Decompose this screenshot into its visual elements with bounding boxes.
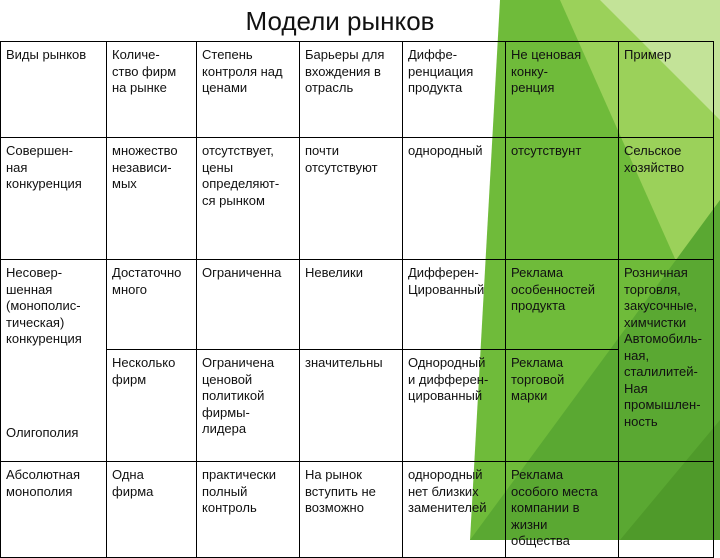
header-cell: Не ценовая конку- ренция	[506, 42, 619, 138]
header-cell: Диффе- ренциация продукта	[403, 42, 506, 138]
header-cell: Степень контроля над ценами	[197, 42, 300, 138]
example-cell	[619, 462, 714, 558]
differentiation-cell: Однородный и дифферен- цированный	[403, 350, 506, 462]
market-type-cell: Абсолютная монополия	[1, 462, 107, 558]
market-type-cell: Совершен- ная конкуренция	[1, 138, 107, 260]
price-control-cell: Ограниченна	[197, 260, 300, 350]
table-row-absolute-monopoly	[1, 462, 714, 558]
nonprice-competition-cell: отсутствунт	[506, 138, 619, 260]
differentiation-cell: Дифферен- Цированный	[403, 260, 506, 350]
differentiation-cell: однородный	[403, 138, 506, 260]
table-row-oligopoly	[1, 350, 714, 462]
barriers-cell: На рынок вступить не возможно	[300, 462, 403, 558]
barriers-cell: Невелики	[300, 260, 403, 350]
header-cell: Количе- ство фирм на рынке	[107, 42, 197, 138]
barriers-cell: почти отсутствуют	[300, 138, 403, 260]
example-cell: Розничная торговля, закусочные, химчистки Автомобиль- ная, сталилитей- Ная промышлен- ность	[619, 260, 714, 462]
table-row-monopolistic-competition	[1, 260, 714, 350]
firms-cell: множество независи- мых	[107, 138, 197, 260]
header-cell: Барьеры для вхождения в отрасль	[300, 42, 403, 138]
firms-cell: Достаточно много	[107, 260, 197, 350]
barriers-cell: значительны	[300, 350, 403, 462]
table-row-perfect-competition	[1, 138, 714, 260]
differentiation-cell: однородный нет близких заменителей	[403, 462, 506, 558]
header-cell: Виды рынков	[1, 42, 107, 138]
header-cell: Пример	[619, 42, 714, 138]
market-type-cell: Несовер- шенная (монополис- тическая) конкуренция	[1, 260, 107, 350]
example-cell: Сельское хозяйство	[619, 138, 714, 260]
nonprice-competition-cell: Реклама особенностей продукта	[506, 260, 619, 350]
header-row	[1, 42, 714, 138]
firms-cell: Несколько фирм	[107, 350, 197, 462]
page-title: Модели рынков	[245, 6, 435, 36]
firms-cell: Одна фирма	[107, 462, 197, 558]
price-control-cell: Ограничена ценовой политикой фирмы- лидера	[197, 350, 300, 462]
price-control-cell: практически полный контроль	[197, 462, 300, 558]
nonprice-competition-cell: Реклама торговой марки	[506, 350, 619, 462]
nonprice-competition-cell: Реклама особого места компании в жизни общества	[506, 462, 619, 558]
price-control-cell: отсутствует, цены определяют- ся рынком	[197, 138, 300, 260]
market-type-cell: Олигополия	[1, 350, 107, 462]
markets-table	[0, 41, 714, 558]
